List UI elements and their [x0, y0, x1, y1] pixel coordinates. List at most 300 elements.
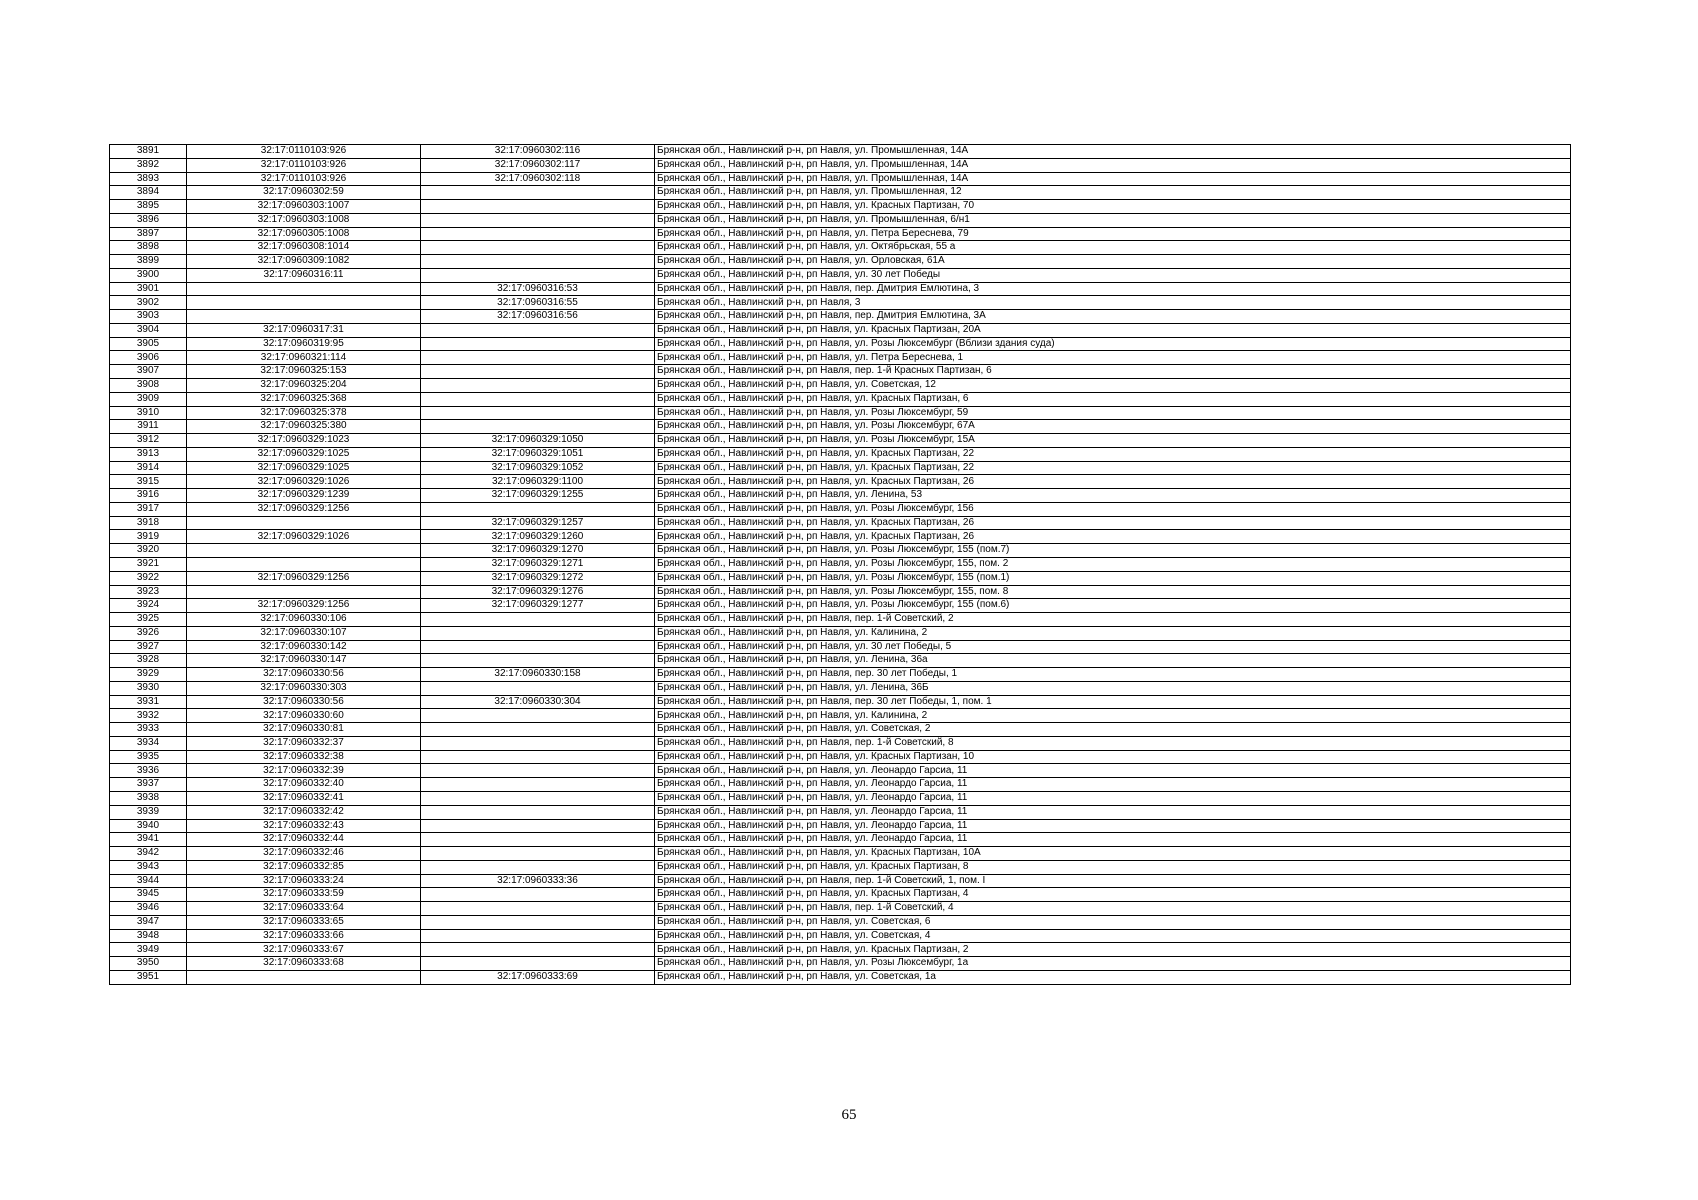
- cadastral-number-cell: 32:17:0960332:39: [187, 764, 421, 778]
- cadastral-number-cell: [187, 557, 421, 571]
- object-cadastral-number-cell: [421, 943, 655, 957]
- row-number-cell: 3944: [110, 874, 187, 888]
- table-row: [110, 874, 1571, 888]
- table-row: [110, 282, 1571, 296]
- cadastral-number-cell: 32:17:0960329:1025: [187, 447, 421, 461]
- page-number: 65: [841, 1107, 857, 1123]
- object-cadastral-number-cell: [421, 241, 655, 255]
- row-number-cell: 3930: [110, 681, 187, 695]
- row-number-cell: 3916: [110, 489, 187, 503]
- row-number-cell: 3949: [110, 943, 187, 957]
- object-cadastral-number-cell: [421, 957, 655, 971]
- object-cadastral-number-cell: 32:17:0960333:36: [421, 874, 655, 888]
- table-row: [110, 750, 1571, 764]
- object-cadastral-number-cell: 32:17:0960329:1260: [421, 530, 655, 544]
- address-cell: Брянская обл., Навлинский р-н, рп Навля, ул. Советская, 1а: [655, 970, 1571, 984]
- cadastral-number-cell: 32:17:0960332:41: [187, 791, 421, 805]
- table-row: [110, 158, 1571, 172]
- row-number-cell: 3910: [110, 406, 187, 420]
- address-cell: Брянская обл., Навлинский р-н, рп Навля, ул. Красных Партизан, 10А: [655, 847, 1571, 861]
- cadastral-number-cell: 32:17:0110103:926: [187, 145, 421, 159]
- address-cell: Брянская обл., Навлинский р-н, рп Навля, ул. Советская, 12: [655, 379, 1571, 393]
- cadastral-number-cell: 32:17:0960330:142: [187, 640, 421, 654]
- table-row: [110, 764, 1571, 778]
- address-cell: Брянская обл., Навлинский р-н, рп Навля, ул. Розы Люксембург, 155 (пом.7): [655, 544, 1571, 558]
- object-cadastral-number-cell: 32:17:0960302:117: [421, 158, 655, 172]
- object-cadastral-number-cell: [421, 654, 655, 668]
- table-row: [110, 626, 1571, 640]
- object-cadastral-number-cell: [421, 613, 655, 627]
- table-row: [110, 819, 1571, 833]
- object-cadastral-number-cell: [421, 902, 655, 916]
- object-cadastral-number-cell: [421, 640, 655, 654]
- cadastral-number-cell: [187, 585, 421, 599]
- table-row: [110, 213, 1571, 227]
- object-cadastral-number-cell: [421, 392, 655, 406]
- row-number-cell: 3901: [110, 282, 187, 296]
- address-cell: Брянская обл., Навлинский р-н, рп Навля, ул. Калинина, 2: [655, 709, 1571, 723]
- cadastral-number-cell: 32:17:0960332:38: [187, 750, 421, 764]
- table-row: [110, 502, 1571, 516]
- object-cadastral-number-cell: 32:17:0960329:1100: [421, 475, 655, 489]
- address-cell: Брянская обл., Навлинский р-н, рп Навля, ул. Розы Люксембург, 155 (пом.6): [655, 599, 1571, 613]
- row-number-cell: 3922: [110, 571, 187, 585]
- row-number-cell: 3939: [110, 805, 187, 819]
- address-cell: Брянская обл., Навлинский р-н, рп Навля, ул. Розы Люксембург, 59: [655, 406, 1571, 420]
- cadastral-number-cell: 32:17:0960333:65: [187, 915, 421, 929]
- cadastral-number-cell: 32:17:0960330:303: [187, 681, 421, 695]
- row-number-cell: 3928: [110, 654, 187, 668]
- cadastral-number-cell: 32:17:0960330:60: [187, 709, 421, 723]
- address-cell: Брянская обл., Навлинский р-н, рп Навля, ул. Ленина, 36а: [655, 654, 1571, 668]
- row-number-cell: 3938: [110, 791, 187, 805]
- cadastral-number-cell: 32:17:0110103:926: [187, 158, 421, 172]
- row-number-cell: 3926: [110, 626, 187, 640]
- row-number-cell: 3936: [110, 764, 187, 778]
- address-cell: Брянская обл., Навлинский р-н, рп Навля, ул. Орловская, 61А: [655, 255, 1571, 269]
- address-cell: Брянская обл., Навлинский р-н, рп Навля, пер. 1-й Советский, 8: [655, 736, 1571, 750]
- table-row: [110, 557, 1571, 571]
- table-row: [110, 392, 1571, 406]
- object-cadastral-number-cell: [421, 791, 655, 805]
- cadastral-number-cell: 32:17:0960333:68: [187, 957, 421, 971]
- cadastral-number-cell: 32:17:0960319:95: [187, 337, 421, 351]
- table-row: [110, 489, 1571, 503]
- cadastral-number-cell: 32:17:0960316:11: [187, 268, 421, 282]
- row-number-cell: 3906: [110, 351, 187, 365]
- cadastral-number-cell: 32:17:0960332:44: [187, 833, 421, 847]
- address-cell: Брянская обл., Навлинский р-н, рп Навля, ул. Леонардо Гарсиа, 11: [655, 819, 1571, 833]
- object-cadastral-number-cell: 32:17:0960302:118: [421, 172, 655, 186]
- object-cadastral-number-cell: [421, 805, 655, 819]
- address-cell: Брянская обл., Навлинский р-н, рп Навля, ул. Промышленная, 14А: [655, 158, 1571, 172]
- cadastral-number-cell: [187, 282, 421, 296]
- address-cell: Брянская обл., Навлинский р-н, рп Навля, ул. Леонардо Гарсиа, 11: [655, 764, 1571, 778]
- registry-table-body: [110, 145, 1571, 985]
- table-row: [110, 613, 1571, 627]
- table-row: [110, 420, 1571, 434]
- object-cadastral-number-cell: 32:17:0960329:1051: [421, 447, 655, 461]
- cadastral-number-cell: 32:17:0960309:1082: [187, 255, 421, 269]
- row-number-cell: 3950: [110, 957, 187, 971]
- object-cadastral-number-cell: [421, 833, 655, 847]
- object-cadastral-number-cell: [421, 255, 655, 269]
- object-cadastral-number-cell: [421, 186, 655, 200]
- address-cell: Брянская обл., Навлинский р-н, рп Навля, ул. Красных Партизан, 8: [655, 860, 1571, 874]
- object-cadastral-number-cell: 32:17:0960329:1270: [421, 544, 655, 558]
- row-number-cell: 3914: [110, 461, 187, 475]
- cadastral-number-cell: 32:17:0960329:1026: [187, 530, 421, 544]
- table-row: [110, 654, 1571, 668]
- row-number-cell: 3898: [110, 241, 187, 255]
- address-cell: Брянская обл., Навлинский р-н, рп Навля, ул. Розы Люксембург, 1а: [655, 957, 1571, 971]
- row-number-cell: 3918: [110, 516, 187, 530]
- row-number-cell: 3929: [110, 668, 187, 682]
- cadastral-number-cell: 32:17:0960330:106: [187, 613, 421, 627]
- address-cell: Брянская обл., Навлинский р-н, рп Навля, ул. Леонардо Гарсиа, 11: [655, 833, 1571, 847]
- object-cadastral-number-cell: [421, 778, 655, 792]
- row-number-cell: 3925: [110, 613, 187, 627]
- row-number-cell: 3917: [110, 502, 187, 516]
- object-cadastral-number-cell: [421, 626, 655, 640]
- table-row: [110, 337, 1571, 351]
- object-cadastral-number-cell: 32:17:0960330:304: [421, 695, 655, 709]
- row-number-cell: 3927: [110, 640, 187, 654]
- row-number-cell: 3900: [110, 268, 187, 282]
- row-number-cell: 3920: [110, 544, 187, 558]
- table-row: [110, 695, 1571, 709]
- cadastral-number-cell: 32:17:0960308:1014: [187, 241, 421, 255]
- row-number-cell: 3905: [110, 337, 187, 351]
- address-cell: Брянская обл., Навлинский р-н, рп Навля, ул. Красных Партизан, 70: [655, 200, 1571, 214]
- table-row: [110, 255, 1571, 269]
- table-row: [110, 957, 1571, 971]
- table-row: [110, 736, 1571, 750]
- table-row: [110, 902, 1571, 916]
- cadastral-number-cell: 32:17:0960332:40: [187, 778, 421, 792]
- row-number-cell: 3935: [110, 750, 187, 764]
- row-number-cell: 3902: [110, 296, 187, 310]
- object-cadastral-number-cell: [421, 379, 655, 393]
- table-row: [110, 585, 1571, 599]
- object-cadastral-number-cell: 32:17:0960329:1052: [421, 461, 655, 475]
- table-row: [110, 833, 1571, 847]
- address-cell: Брянская обл., Навлинский р-н, рп Навля, ул. Промышленная, 6/н1: [655, 213, 1571, 227]
- row-number-cell: 3941: [110, 833, 187, 847]
- cadastral-number-cell: 32:17:0960330:56: [187, 695, 421, 709]
- object-cadastral-number-cell: [421, 847, 655, 861]
- cadastral-number-cell: 32:17:0960333:64: [187, 902, 421, 916]
- table-row: [110, 296, 1571, 310]
- object-cadastral-number-cell: 32:17:0960330:158: [421, 668, 655, 682]
- table-row: [110, 227, 1571, 241]
- cadastral-number-cell: 32:17:0960325:204: [187, 379, 421, 393]
- address-cell: Брянская обл., Навлинский р-н, рп Навля, ул. Октябрьская, 55 а: [655, 241, 1571, 255]
- cadastral-number-cell: 32:17:0960332:42: [187, 805, 421, 819]
- cadastral-number-cell: [187, 970, 421, 984]
- row-number-cell: 3923: [110, 585, 187, 599]
- table-row: [110, 599, 1571, 613]
- object-cadastral-number-cell: [421, 723, 655, 737]
- object-cadastral-number-cell: 32:17:0960316:56: [421, 310, 655, 324]
- row-number-cell: 3933: [110, 723, 187, 737]
- table-row: [110, 379, 1571, 393]
- row-number-cell: 3909: [110, 392, 187, 406]
- table-row: [110, 186, 1571, 200]
- object-cadastral-number-cell: [421, 915, 655, 929]
- address-cell: Брянская обл., Навлинский р-н, рп Навля, ул. Красных Партизан, 26: [655, 530, 1571, 544]
- address-cell: Брянская обл., Навлинский р-н, рп Навля, пер. 30 лет Победы, 1, пом. 1: [655, 695, 1571, 709]
- object-cadastral-number-cell: 32:17:0960329:1050: [421, 434, 655, 448]
- cadastral-number-cell: 32:17:0960302:59: [187, 186, 421, 200]
- row-number-cell: 3942: [110, 847, 187, 861]
- cadastral-number-cell: [187, 516, 421, 530]
- cadastral-number-cell: 32:17:0960330:147: [187, 654, 421, 668]
- object-cadastral-number-cell: [421, 819, 655, 833]
- address-cell: Брянская обл., Навлинский р-н, рп Навля, ул. 30 лет Победы: [655, 268, 1571, 282]
- table-row: [110, 447, 1571, 461]
- object-cadastral-number-cell: [421, 268, 655, 282]
- row-number-cell: 3951: [110, 970, 187, 984]
- object-cadastral-number-cell: 32:17:0960329:1257: [421, 516, 655, 530]
- object-cadastral-number-cell: [421, 750, 655, 764]
- address-cell: Брянская обл., Навлинский р-н, рп Навля, пер. 1-й Советский, 4: [655, 902, 1571, 916]
- row-number-cell: 3915: [110, 475, 187, 489]
- address-cell: Брянская обл., Навлинский р-н, рп Навля, пер. Дмитрия Емлютина, 3: [655, 282, 1571, 296]
- table-row: [110, 434, 1571, 448]
- cadastral-number-cell: 32:17:0960317:31: [187, 323, 421, 337]
- object-cadastral-number-cell: [421, 764, 655, 778]
- address-cell: Брянская обл., Навлинский р-н, рп Навля, пер. Дмитрия Емлютина, 3А: [655, 310, 1571, 324]
- address-cell: Брянская обл., Навлинский р-н, рп Навля, ул. Розы Люксембург, 155, пом. 8: [655, 585, 1571, 599]
- address-cell: Брянская обл., Навлинский р-н, рп Навля, ул. Промышленная, 12: [655, 186, 1571, 200]
- address-cell: Брянская обл., Навлинский р-н, рп Навля, ул. Красных Партизан, 6: [655, 392, 1571, 406]
- address-cell: Брянская обл., Навлинский р-н, рп Навля, ул. Калинина, 2: [655, 626, 1571, 640]
- cadastral-number-cell: 32:17:0960329:1239: [187, 489, 421, 503]
- address-cell: Брянская обл., Навлинский р-н, рп Навля, ул. Петра Береснева, 1: [655, 351, 1571, 365]
- table-row: [110, 943, 1571, 957]
- object-cadastral-number-cell: [421, 227, 655, 241]
- cadastral-number-cell: 32:17:0960330:56: [187, 668, 421, 682]
- row-number-cell: 3904: [110, 323, 187, 337]
- address-cell: Брянская обл., Навлинский р-н, рп Навля, ул. Красных Партизан, 2: [655, 943, 1571, 957]
- table-row: [110, 970, 1571, 984]
- cadastral-number-cell: 32:17:0960305:1008: [187, 227, 421, 241]
- cadastral-number-cell: 32:17:0960333:67: [187, 943, 421, 957]
- object-cadastral-number-cell: [421, 365, 655, 379]
- object-cadastral-number-cell: [421, 420, 655, 434]
- registry-table: [109, 144, 1571, 985]
- cadastral-number-cell: 32:17:0960325:153: [187, 365, 421, 379]
- address-cell: Брянская обл., Навлинский р-н, рп Навля, ул. Ленина, 53: [655, 489, 1571, 503]
- address-cell: Брянская обл., Навлинский р-н, рп Навля, ул. Советская, 4: [655, 929, 1571, 943]
- address-cell: Брянская обл., Навлинский р-н, рп Навля, ул. Красных Партизан, 22: [655, 447, 1571, 461]
- address-cell: Брянская обл., Навлинский р-н, рп Навля, 3: [655, 296, 1571, 310]
- table-row: [110, 145, 1571, 159]
- table-row: [110, 640, 1571, 654]
- cadastral-number-cell: 32:17:0960333:59: [187, 888, 421, 902]
- row-number-cell: 3908: [110, 379, 187, 393]
- cadastral-number-cell: 32:17:0960325:368: [187, 392, 421, 406]
- row-number-cell: 3913: [110, 447, 187, 461]
- object-cadastral-number-cell: [421, 337, 655, 351]
- table-row: [110, 172, 1571, 186]
- cadastral-number-cell: [187, 310, 421, 324]
- table-row: [110, 888, 1571, 902]
- cadastral-number-cell: 32:17:0960325:378: [187, 406, 421, 420]
- table-row: [110, 709, 1571, 723]
- row-number-cell: 3948: [110, 929, 187, 943]
- object-cadastral-number-cell: [421, 709, 655, 723]
- row-number-cell: 3893: [110, 172, 187, 186]
- address-cell: Брянская обл., Навлинский р-н, рп Навля, ул. Промышленная, 14А: [655, 172, 1571, 186]
- row-number-cell: 3899: [110, 255, 187, 269]
- cadastral-number-cell: 32:17:0960332:37: [187, 736, 421, 750]
- table-row: [110, 323, 1571, 337]
- table-row: [110, 847, 1571, 861]
- address-cell: Брянская обл., Навлинский р-н, рп Навля, ул. Розы Люксембург, 15А: [655, 434, 1571, 448]
- cadastral-number-cell: 32:17:0960303:1007: [187, 200, 421, 214]
- table-row: [110, 475, 1571, 489]
- row-number-cell: 3921: [110, 557, 187, 571]
- table-row: [110, 805, 1571, 819]
- table-row: [110, 351, 1571, 365]
- row-number-cell: 3891: [110, 145, 187, 159]
- row-number-cell: 3907: [110, 365, 187, 379]
- row-number-cell: 3924: [110, 599, 187, 613]
- table-row: [110, 915, 1571, 929]
- object-cadastral-number-cell: 32:17:0960316:53: [421, 282, 655, 296]
- cadastral-number-cell: 32:17:0960330:107: [187, 626, 421, 640]
- address-cell: Брянская обл., Навлинский р-н, рп Навля, ул. Советская, 2: [655, 723, 1571, 737]
- row-number-cell: 3892: [110, 158, 187, 172]
- address-cell: Брянская обл., Навлинский р-н, рп Навля, ул. Петра Береснева, 79: [655, 227, 1571, 241]
- address-cell: Брянская обл., Навлинский р-н, рп Навля, ул. Красных Партизан, 22: [655, 461, 1571, 475]
- table-row: [110, 516, 1571, 530]
- table-row: [110, 241, 1571, 255]
- address-cell: Брянская обл., Навлинский р-н, рп Навля, ул. Леонардо Гарсиа, 11: [655, 791, 1571, 805]
- address-cell: Брянская обл., Навлинский р-н, рп Навля, ул. Розы Люксембург, 156: [655, 502, 1571, 516]
- table-row: [110, 571, 1571, 585]
- address-cell: Брянская обл., Навлинский р-н, рп Навля, ул. Розы Люксембург, 155, пом. 2: [655, 557, 1571, 571]
- object-cadastral-number-cell: 32:17:0960316:55: [421, 296, 655, 310]
- cadastral-number-cell: 32:17:0960329:1023: [187, 434, 421, 448]
- table-row: [110, 668, 1571, 682]
- object-cadastral-number-cell: [421, 213, 655, 227]
- object-cadastral-number-cell: 32:17:0960329:1272: [421, 571, 655, 585]
- object-cadastral-number-cell: [421, 406, 655, 420]
- address-cell: Брянская обл., Навлинский р-н, рп Навля, ул. 30 лет Победы, 5: [655, 640, 1571, 654]
- row-number-cell: 3937: [110, 778, 187, 792]
- address-cell: Брянская обл., Навлинский р-н, рп Навля, ул. Ленина, 36Б: [655, 681, 1571, 695]
- cadastral-number-cell: 32:17:0960333:24: [187, 874, 421, 888]
- row-number-cell: 3919: [110, 530, 187, 544]
- table-row: [110, 461, 1571, 475]
- address-cell: Брянская обл., Навлинский р-н, рп Навля, ул. Розы Люксембург, 155 (пом.1): [655, 571, 1571, 585]
- cadastral-number-cell: 32:17:0960329:1256: [187, 502, 421, 516]
- object-cadastral-number-cell: 32:17:0960302:116: [421, 145, 655, 159]
- object-cadastral-number-cell: [421, 323, 655, 337]
- row-number-cell: 3943: [110, 860, 187, 874]
- cadastral-number-cell: 32:17:0960329:1026: [187, 475, 421, 489]
- object-cadastral-number-cell: 32:17:0960329:1255: [421, 489, 655, 503]
- cadastral-number-cell: 32:17:0960330:81: [187, 723, 421, 737]
- row-number-cell: 3945: [110, 888, 187, 902]
- cadastral-number-cell: [187, 296, 421, 310]
- table-row: [110, 791, 1571, 805]
- address-cell: Брянская обл., Навлинский р-н, рп Навля, ул. Красных Партизан, 26: [655, 516, 1571, 530]
- row-number-cell: 3895: [110, 200, 187, 214]
- address-cell: Брянская обл., Навлинский р-н, рп Навля, ул. Промышленная, 14А: [655, 145, 1571, 159]
- cadastral-number-cell: 32:17:0110103:926: [187, 172, 421, 186]
- registry-table-container: [109, 144, 1570, 985]
- address-cell: Брянская обл., Навлинский р-н, рп Навля, ул. Красных Партизан, 26: [655, 475, 1571, 489]
- address-cell: Брянская обл., Навлинский р-н, рп Навля, ул. Розы Люксембург, 67А: [655, 420, 1571, 434]
- object-cadastral-number-cell: [421, 736, 655, 750]
- address-cell: Брянская обл., Навлинский р-н, рп Навля, пер. 1-й Советский, 1, пом. I: [655, 874, 1571, 888]
- cadastral-number-cell: 32:17:0960333:66: [187, 929, 421, 943]
- object-cadastral-number-cell: [421, 200, 655, 214]
- row-number-cell: 3897: [110, 227, 187, 241]
- address-cell: Брянская обл., Навлинский р-н, рп Навля, ул. Леонардо Гарсиа, 11: [655, 805, 1571, 819]
- address-cell: Брянская обл., Навлинский р-н, рп Навля, ул. Красных Партизан, 10: [655, 750, 1571, 764]
- table-row: [110, 530, 1571, 544]
- cadastral-number-cell: 32:17:0960303:1008: [187, 213, 421, 227]
- cadastral-number-cell: 32:17:0960329:1256: [187, 599, 421, 613]
- row-number-cell: 3912: [110, 434, 187, 448]
- cadastral-number-cell: [187, 544, 421, 558]
- cadastral-number-cell: 32:17:0960332:46: [187, 847, 421, 861]
- address-cell: Брянская обл., Навлинский р-н, рп Навля, ул. Советская, 6: [655, 915, 1571, 929]
- table-row: [110, 681, 1571, 695]
- cadastral-number-cell: 32:17:0960329:1025: [187, 461, 421, 475]
- row-number-cell: 3911: [110, 420, 187, 434]
- row-number-cell: 3931: [110, 695, 187, 709]
- object-cadastral-number-cell: 32:17:0960333:69: [421, 970, 655, 984]
- object-cadastral-number-cell: 32:17:0960329:1276: [421, 585, 655, 599]
- cadastral-number-cell: 32:17:0960332:43: [187, 819, 421, 833]
- address-cell: Брянская обл., Навлинский р-н, рп Навля, ул. Красных Партизан, 20А: [655, 323, 1571, 337]
- object-cadastral-number-cell: [421, 888, 655, 902]
- cadastral-number-cell: 32:17:0960329:1256: [187, 571, 421, 585]
- address-cell: Брянская обл., Навлинский р-н, рп Навля, пер. 30 лет Победы, 1: [655, 668, 1571, 682]
- object-cadastral-number-cell: [421, 351, 655, 365]
- table-row: [110, 406, 1571, 420]
- row-number-cell: 3934: [110, 736, 187, 750]
- object-cadastral-number-cell: [421, 929, 655, 943]
- row-number-cell: 3946: [110, 902, 187, 916]
- table-row: [110, 365, 1571, 379]
- object-cadastral-number-cell: [421, 681, 655, 695]
- row-number-cell: 3947: [110, 915, 187, 929]
- address-cell: Брянская обл., Навлинский р-н, рп Навля, пер. 1-й Красных Партизан, 6: [655, 365, 1571, 379]
- table-row: [110, 778, 1571, 792]
- table-row: [110, 860, 1571, 874]
- cadastral-number-cell: 32:17:0960321:114: [187, 351, 421, 365]
- address-cell: Брянская обл., Навлинский р-н, рп Навля, ул. Розы Люксембург (Вблизи здания суда): [655, 337, 1571, 351]
- address-cell: Брянская обл., Навлинский р-н, рп Навля, ул. Красных Партизан, 4: [655, 888, 1571, 902]
- row-number-cell: 3940: [110, 819, 187, 833]
- cadastral-number-cell: 32:17:0960332:85: [187, 860, 421, 874]
- address-cell: Брянская обл., Навлинский р-н, рп Навля, ул. Леонардо Гарсиа, 11: [655, 778, 1571, 792]
- table-row: [110, 200, 1571, 214]
- object-cadastral-number-cell: 32:17:0960329:1277: [421, 599, 655, 613]
- table-row: [110, 929, 1571, 943]
- row-number-cell: 3903: [110, 310, 187, 324]
- table-row: [110, 310, 1571, 324]
- row-number-cell: 3932: [110, 709, 187, 723]
- object-cadastral-number-cell: [421, 502, 655, 516]
